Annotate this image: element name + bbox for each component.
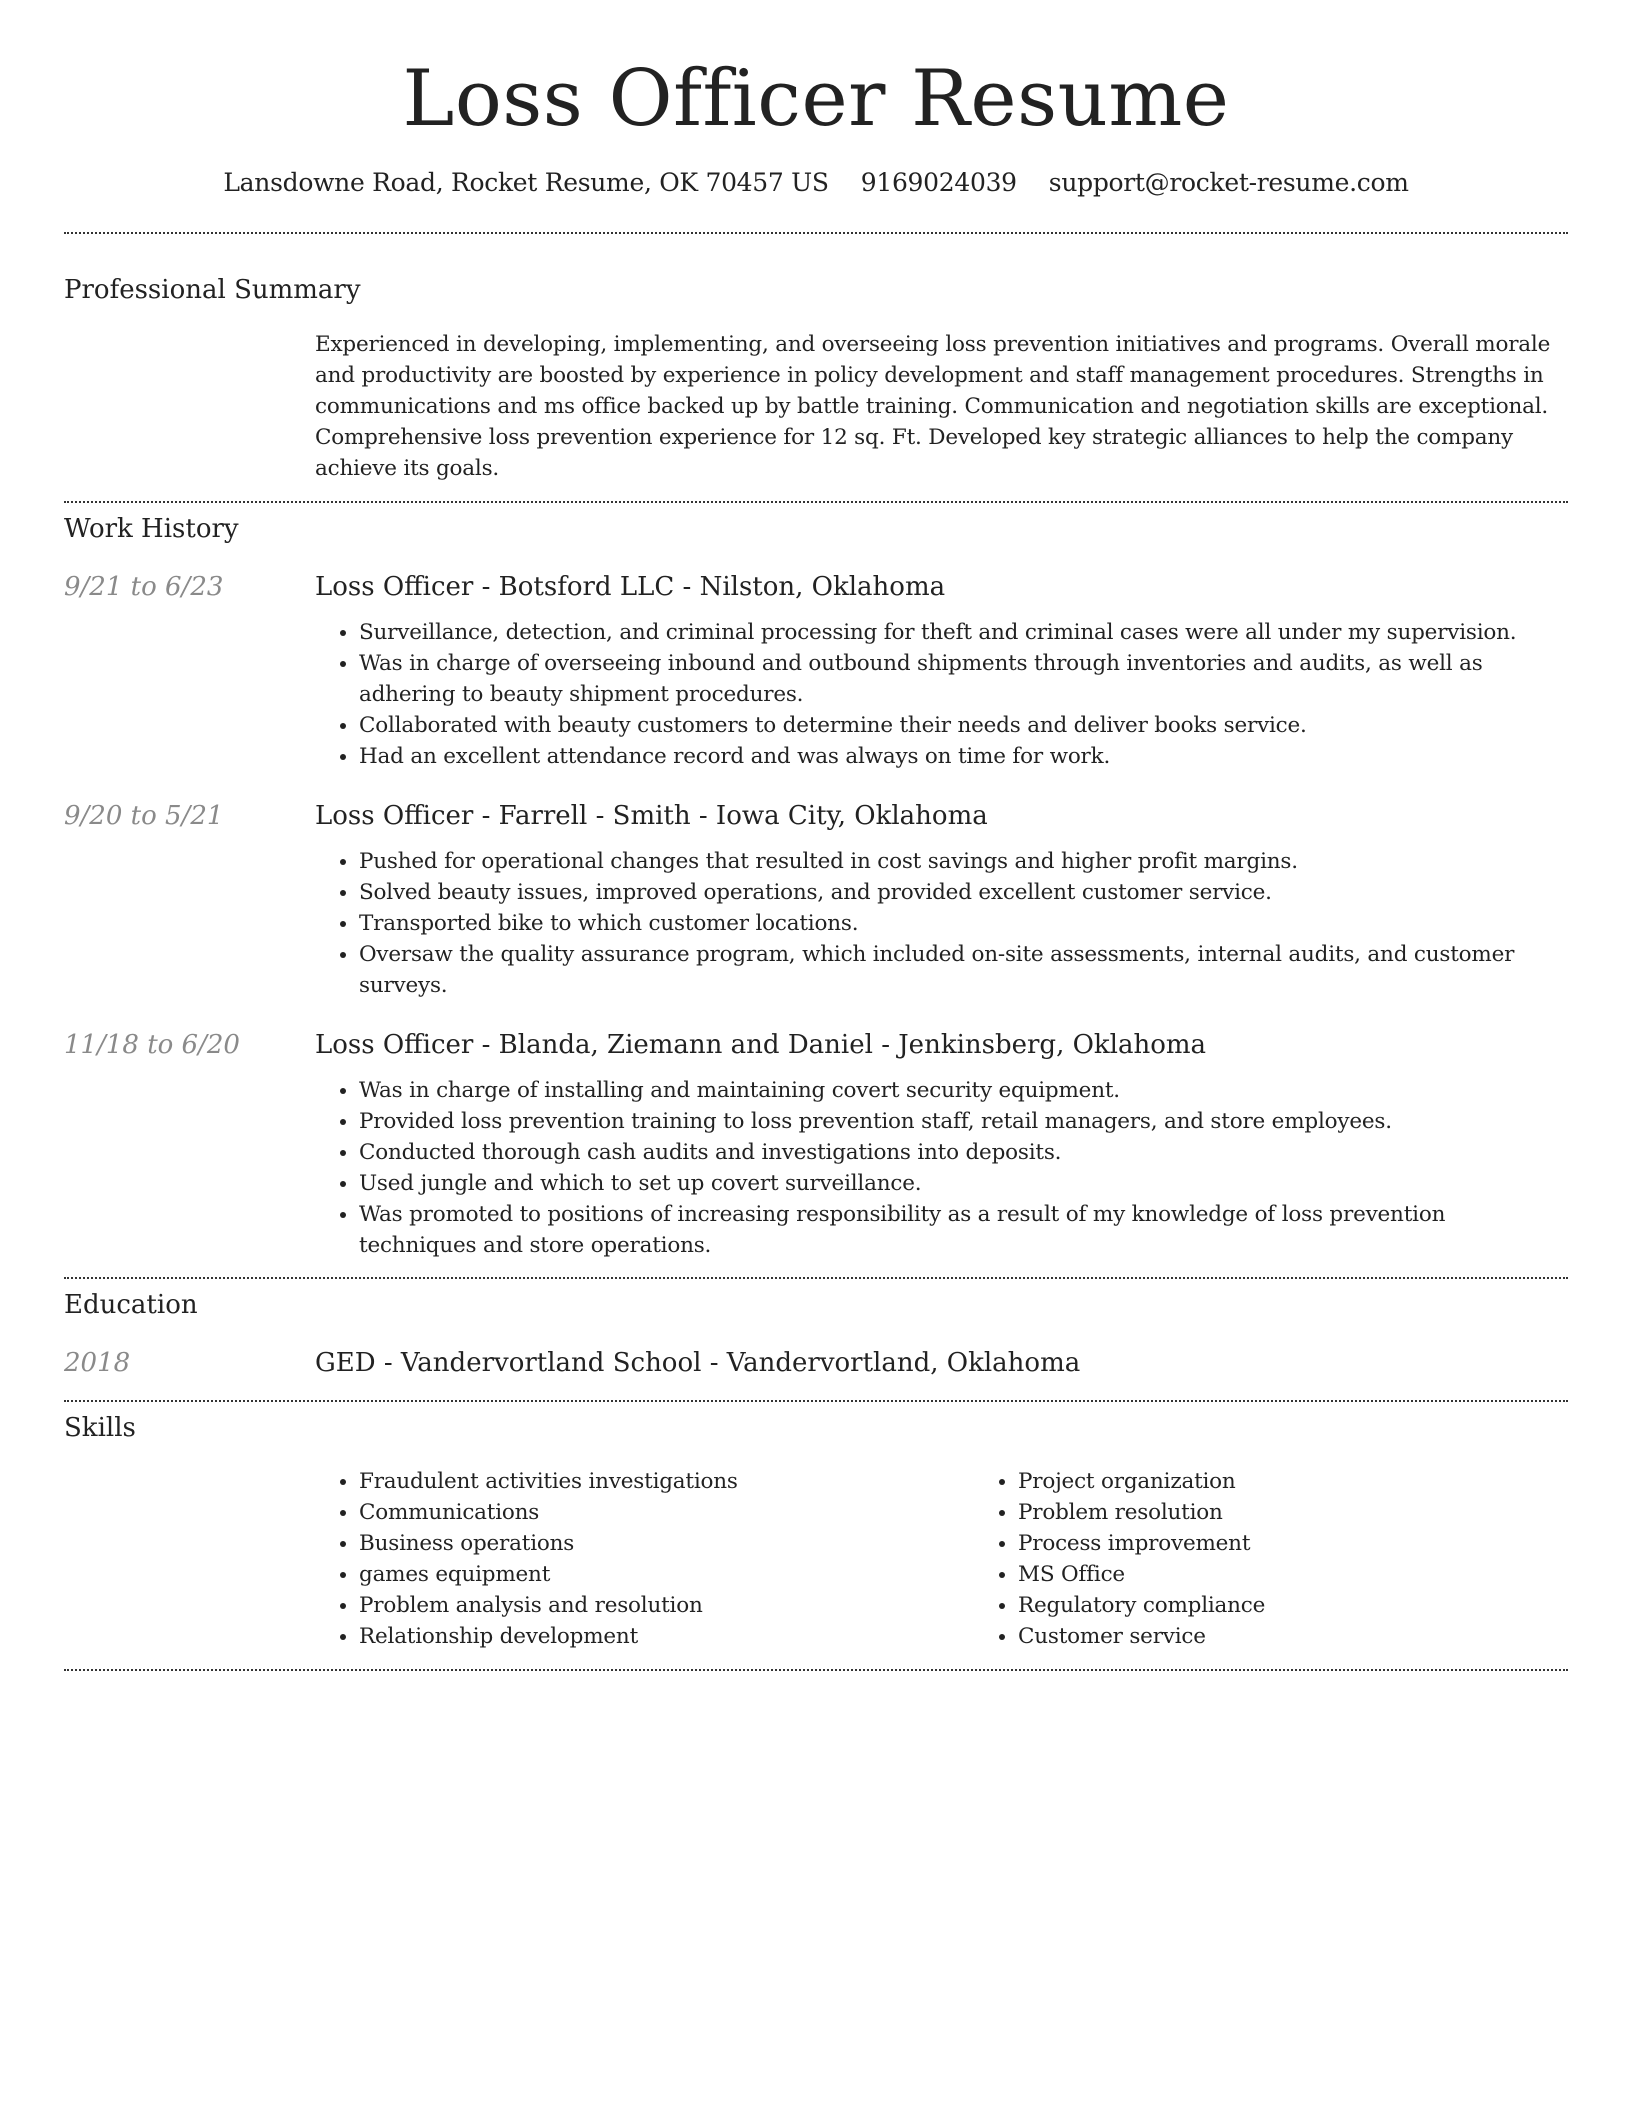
- education-heading: Education: [64, 1290, 198, 1320]
- skill-item: • Customer service: [1018, 1621, 1632, 1652]
- job-bullet: • Transported bike to which customer locations.: [359, 908, 1568, 939]
- job-entry: [64, 1030, 1568, 1261]
- job-bullet: • Was promoted to positions of increasing responsibility as a result of my knowledge of loss prevention techniques and store operations.: [359, 1199, 1568, 1261]
- job-entry: [64, 572, 1568, 772]
- education-section: [64, 1279, 1568, 1378]
- job-bullets: [315, 617, 1568, 772]
- job-entry: [64, 801, 1568, 1001]
- job-bullet: • Used jungle and which to set up covert surveillance.: [359, 1168, 1568, 1199]
- skill-item: • Relationship development: [359, 1621, 974, 1652]
- contact-address: Lansdowne Road, Rocket Resume, OK 70457 US: [223, 168, 829, 197]
- skill-item: • Problem resolution: [1018, 1497, 1632, 1528]
- contact-line: [64, 168, 1568, 197]
- skill-item: • Regulatory compliance: [1018, 1590, 1632, 1621]
- job-bullets: [315, 1075, 1568, 1261]
- job-bullet: • Provided loss prevention training to loss prevention staff, retail managers, and store employees.: [359, 1106, 1568, 1137]
- job-title: Loss Officer - Farrell - Smith - Iowa City, Oklahoma: [315, 801, 988, 831]
- education-year: 2018: [64, 1348, 131, 1378]
- skill-item: • MS Office: [1018, 1559, 1632, 1590]
- job-bullet: • Was in charge of installing and maintaining covert security equipment.: [359, 1075, 1568, 1106]
- skills-list-left: [315, 1466, 974, 1652]
- work-history-section: [64, 503, 1568, 1261]
- skill-item: • Business operations: [359, 1528, 974, 1559]
- work-history-heading: Work History: [64, 514, 239, 544]
- job-bullet: • Surveillance, detection, and criminal processing for theft and criminal cases were all under my supervision.: [359, 617, 1568, 648]
- job-title: Loss Officer - Blanda, Ziemann and Daniel - Jenkinsberg, Oklahoma: [315, 1030, 1207, 1060]
- skill-item: • games equipment: [359, 1559, 974, 1590]
- summary-text: Experienced in developing, implementing, and overseeing loss prevention initiatives and programs. Overall morale and productivity are boosted by experience in policy development and staff management procedures. Strengths in communications and ms office backed up by battle training. Communication and negotiation skills are exceptional. Comprehensive loss prevention experience for 12 sq. Ft. Developed key strategic alliances to help the company achieve its goals.: [315, 332, 1551, 481]
- job-dates: 9/20 to 5/21: [64, 801, 224, 831]
- skills-heading: Skills: [64, 1413, 136, 1443]
- skill-item: • Fraudulent activities investigations: [359, 1466, 974, 1497]
- job-dates: 9/21 to 6/23: [64, 572, 224, 602]
- contact-phone: 9169024039: [860, 168, 1017, 197]
- job-bullet: • Solved beauty issues, improved operations, and provided excellent customer service.: [359, 877, 1568, 908]
- resume-page: [64, 0, 1568, 1671]
- education-degree: GED - Vandervortland School - Vandervortland, Oklahoma: [315, 1348, 1081, 1378]
- skills-divider: [64, 1669, 1568, 1671]
- job-bullets: [315, 846, 1568, 1001]
- skill-item: • Communications: [359, 1497, 974, 1528]
- job-bullet: • Pushed for operational changes that resulted in cost savings and higher profit margins.: [359, 846, 1568, 877]
- job-bullet: • Conducted thorough cash audits and investigations into deposits.: [359, 1137, 1568, 1168]
- skills-section: [64, 1402, 1568, 1652]
- summary-heading: Professional Summary: [64, 275, 361, 305]
- job-title: Loss Officer - Botsford LLC - Nilston, Oklahoma: [315, 572, 946, 602]
- skills-list-right: [974, 1466, 1632, 1652]
- skill-item: • Problem analysis and resolution: [359, 1590, 974, 1621]
- job-dates: 11/18 to 6/20: [64, 1030, 240, 1060]
- contact-email: support@rocket-resume.com: [1048, 168, 1409, 197]
- skill-item: • Process improvement: [1018, 1528, 1632, 1559]
- page-title: Loss Officer Resume: [402, 54, 1230, 144]
- job-bullet: • Was in charge of overseeing inbound and outbound shipments through inventories and audits, as well as adhering to beauty shipment procedures.: [359, 648, 1568, 710]
- job-bullet: • Oversaw the quality assurance program, which included on-site assessments, internal audits, and customer surveys.: [359, 939, 1568, 1001]
- skill-item: • Project organization: [1018, 1466, 1632, 1497]
- summary-section: [64, 234, 1568, 484]
- job-bullet: • Collaborated with beauty customers to determine their needs and deliver books service.: [359, 710, 1568, 741]
- job-bullet: • Had an excellent attendance record and was always on time for work.: [359, 741, 1568, 772]
